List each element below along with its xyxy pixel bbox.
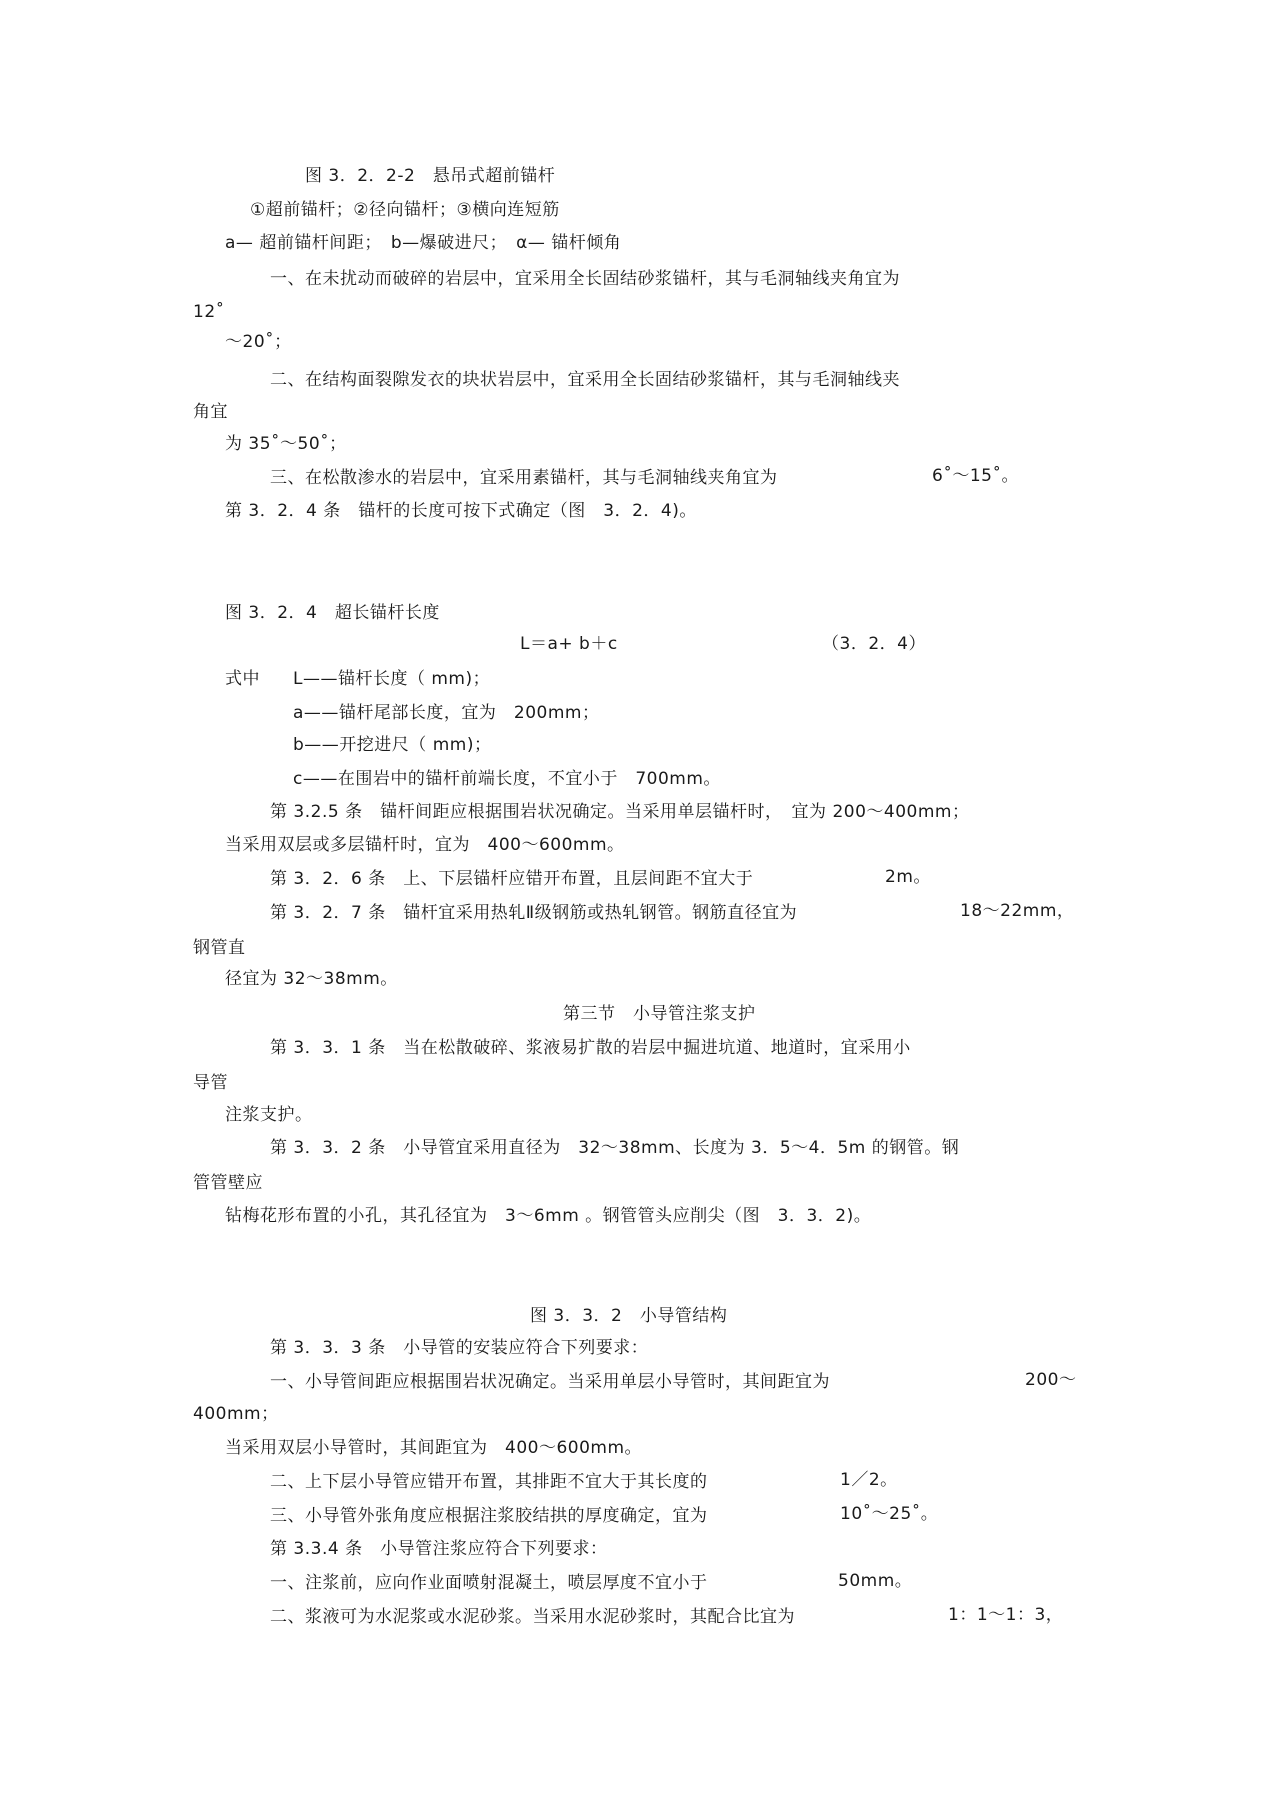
text-line: 钢管直 bbox=[193, 938, 246, 958]
text-line: 10˚～25˚。 bbox=[840, 1504, 939, 1524]
text-line: 三、小导管外张角度应根据注浆胶结拱的厚度确定，宜为 bbox=[270, 1506, 708, 1526]
text-line: 式中 bbox=[225, 669, 260, 689]
text-line: 钻梅花形布置的小孔，其孔径宜为 3～6mm 。钢管管头应削尖（图 3．3．2)。 bbox=[225, 1206, 872, 1226]
text-line: 12˚ bbox=[193, 302, 225, 322]
article-line: 第 3．2．4 条 锚杆的长度可按下式确定（图 3．2．4)。 bbox=[225, 501, 697, 521]
text-line: 1：1～1：3， bbox=[948, 1605, 1064, 1625]
text-line: 200～ bbox=[1025, 1370, 1077, 1390]
text-line: 径宜为 32～38mm。 bbox=[225, 969, 398, 989]
text-line: 二、浆液可为水泥浆或水泥砂浆。当采用水泥砂浆时，其配合比宜为 bbox=[270, 1607, 795, 1627]
text-line: 一、注浆前，应向作业面喷射混凝土，喷层厚度不宜小于 bbox=[270, 1573, 708, 1593]
text-line: c——在围岩中的锚杆前端长度，不宜小于 700mm。 bbox=[293, 769, 721, 789]
article-line: 第 3．3．1 条 当在松散破碎、浆液易扩散的岩层中掘进坑道、地道时，宜采用小 bbox=[270, 1038, 911, 1058]
text-line: 二、在结构面裂隙发衣的块状岩层中，宜采用全长固结砂浆锚杆，其与毛洞轴线夹 bbox=[270, 370, 900, 390]
text-line: 导管 bbox=[193, 1073, 228, 1093]
article-line: 第 3．2．6 条 上、下层锚杆应错开布置，且层间距不宜大于 bbox=[270, 869, 754, 889]
text-line: b——开挖进尺（ mm)； bbox=[293, 735, 492, 755]
text-line: ～20˚； bbox=[225, 332, 292, 352]
text-line: 三、在松散渗水的岩层中，宜采用素锚杆，其与毛洞轴线夹角宜为 bbox=[270, 468, 778, 488]
text-line: 二、上下层小导管应错开布置，其排距不宜大于其长度的 bbox=[270, 1472, 708, 1492]
article-line: 第 3．3．2 条 小导管宜采用直径为 32～38mm、长度为 3．5～4．5m 的钢管。钢 bbox=[270, 1138, 960, 1158]
text-line: 当采用双层小导管时，其间距宜为 400～600mm。 bbox=[225, 1438, 643, 1458]
figure-caption: 图 3．3．2 小导管结构 bbox=[530, 1306, 728, 1326]
text-line: 2m。 bbox=[885, 867, 931, 887]
formula: L＝a+ b＋c bbox=[520, 634, 618, 654]
figure-legend: a— 超前锚杆间距； b—爆破进尺； α— 锚杆倾角 bbox=[225, 233, 622, 253]
figure-caption: 图 3．2．4 超长锚杆长度 bbox=[225, 603, 440, 623]
text-line: 50mm。 bbox=[838, 1571, 913, 1591]
figure-legend: ①超前锚杆；②径向锚杆；③横向连短筋 bbox=[250, 200, 560, 220]
article-line: 第 3.3.4 条 小导管注浆应符合下列要求： bbox=[270, 1539, 608, 1559]
article-line: 第 3．2．7 条 锚杆宜采用热轧Ⅱ级钢筋或热轧钢管。钢筋直径宜为 bbox=[270, 903, 798, 923]
text-line: 当采用双层或多层锚杆时，宜为 400～600mm。 bbox=[225, 835, 625, 855]
text-line: 注浆支护。 bbox=[225, 1105, 313, 1125]
figure-caption: 图 3．2．2-2 悬吊式超前锚杆 bbox=[305, 166, 556, 186]
text-line: a——锚杆尾部长度，宜为 200mm； bbox=[293, 703, 600, 723]
formula-number: （3．2．4） bbox=[822, 634, 926, 654]
article-line: 第 3.2.5 条 锚杆间距应根据围岩状况确定。当采用单层锚杆时， 宜为 200～400mm； bbox=[270, 802, 970, 822]
section-heading: 第三节 小导管注浆支护 bbox=[563, 1004, 756, 1024]
text-line: 一、小导管间距应根据围岩状况确定。当采用单层小导管时，其间距宜为 bbox=[270, 1372, 830, 1392]
text-line: 为 35˚～50˚； bbox=[225, 434, 347, 454]
article-line: 第 3．3．3 条 小导管的安装应符合下列要求： bbox=[270, 1338, 649, 1358]
text-line: 1／2。 bbox=[840, 1470, 898, 1490]
text-line: 400mm； bbox=[193, 1404, 279, 1424]
text-line: 18～22mm， bbox=[960, 901, 1075, 921]
text-line: L——锚杆长度（ mm)； bbox=[293, 669, 491, 689]
text-line: 角宜 bbox=[193, 402, 228, 422]
text-line: 6˚～15˚。 bbox=[932, 466, 1019, 486]
text-line: 一、在未扰动而破碎的岩层中，宜采用全长固结砂浆锚杆，其与毛洞轴线夹角宜为 bbox=[270, 269, 900, 289]
text-line: 管管壁应 bbox=[193, 1173, 263, 1193]
